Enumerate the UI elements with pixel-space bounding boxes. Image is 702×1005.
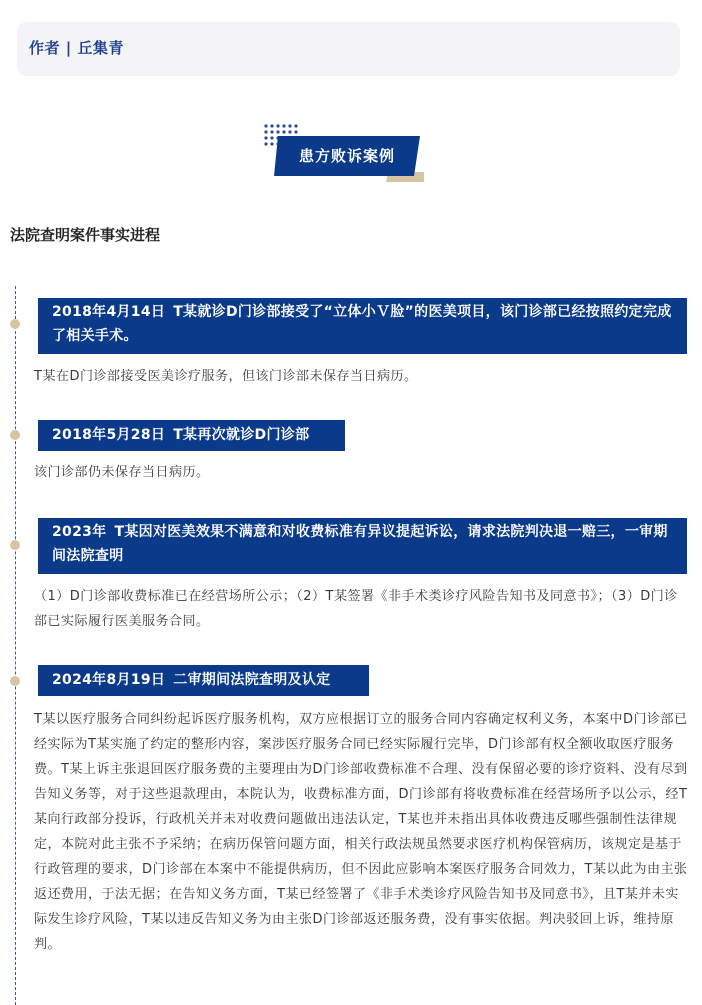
timeline-bar: [38, 420, 345, 451]
timeline-title: T某再次就诊D门诊部: [173, 427, 310, 443]
section-heading: 法院查明案件事实进程: [10, 226, 161, 244]
timeline-bar: [38, 298, 687, 354]
timeline-bar: [38, 518, 687, 574]
timeline-date: 2018年5月28日: [52, 427, 166, 443]
timeline-dot: [10, 430, 20, 440]
timeline-date: 2018年4月14日: [52, 304, 166, 320]
author-card: [17, 22, 680, 76]
timeline-body: T某在D门诊部接受医美诊疗服务，但该门诊部未保存当日病历。: [34, 369, 418, 384]
timeline-dot: [10, 540, 20, 550]
author-label: 作者 | 丘集青: [29, 39, 124, 57]
timeline-body: （1）D门诊部收费标准已在经营场所公示；（2）T某签署《非手术类诊疗风险告知书及同意书》；（3）D门诊部已实际履行医美服务合同。: [34, 589, 678, 629]
timeline-dot: [10, 676, 20, 686]
timeline-body: T某以医疗服务合同纠纷起诉医疗服务机构，双方应根据订立的服务合同内容确定权利义务，本案中D门诊部已经实际为T某实施了约定的整形内容，案涉医疗服务合同已经实际履行完毕，D门诊部有权全额收取医疗服务费。T某上诉主张退回医疗服务费的主要理由为D门诊部收费标准不合理、没有保留必要的诊疗资料、没有尽到告知义务等，对于这些退款理由，本院认为，收费标准方面，D门诊部有将收费标准在经营场所予以公示，经T某向行政部分投诉，行政机关并未对收费问题做出违法认定，T某也并未指出具体收费违反哪些强制性法律规定，本院对此主张不予采纳；在病历保管问题方面，相关行政法规虽然要求医疗机构保管病历，该规定是基于行政管理的要求，D门诊部在本案中不能提供病历，但不因此应影响本案医疗服务合同效力，T某以此为由主张返还费用，于法无据；在告知义务方面，T某已经签署了《非手术类诊疗风险告知书及同意书》，且T某并未实际发生诊疗风险，T某以违反告知义务为由主张D门诊部返还服务费，没有事实依据。判决驳回上诉，维持原判。: [34, 712, 688, 952]
title-banner: [274, 136, 420, 176]
timeline-date: 2023年: [52, 524, 107, 540]
timeline-line: [15, 286, 16, 1005]
timeline-title: 二审期间法院查明及认定: [173, 672, 331, 688]
timeline-body: 该门诊部仍未保存当日病历。: [34, 465, 210, 480]
timeline-date: 2024年8月19日: [52, 672, 166, 688]
timeline-bar: [38, 665, 369, 696]
timeline-title: T某就诊D门诊部接受了“立体小Ｖ脸”的医美项目，该门诊部已经按照约定完成了相关手术。: [52, 304, 672, 344]
timeline-dot: [10, 319, 20, 329]
timeline-title: T某因对医美效果不满意和对收费标准有异议提起诉讼，请求法院判决退一赔三，一审期间法院查明: [52, 524, 668, 564]
banner-title: 患方败诉案例: [298, 147, 395, 165]
